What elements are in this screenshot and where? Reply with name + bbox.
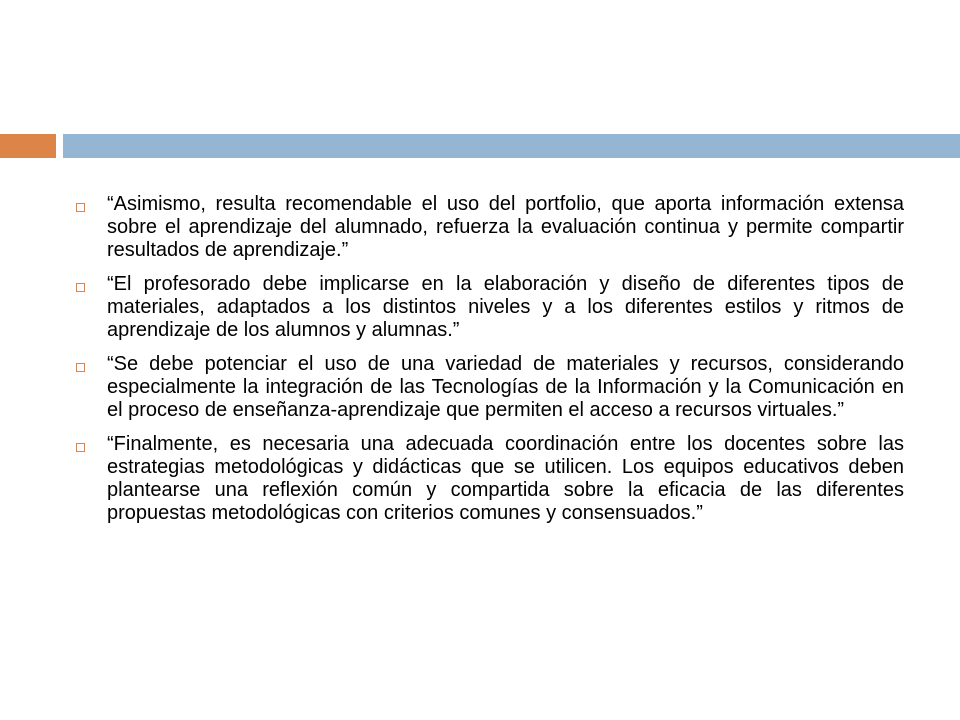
square-bullet-icon (76, 363, 85, 372)
square-bullet-icon (76, 443, 85, 452)
bullet-item (74, 273, 904, 342)
square-bullet-icon (76, 203, 85, 212)
header-accent-bar-orange (0, 134, 56, 158)
bullet-list (74, 193, 904, 536)
bullet-text: “Finalmente, es necesaria una adecuada coordinación entre los docentes sobre las estrategias metodológicas y didácticas que se utilicen. Los equipos educativos deben plantearse una reflexión común y compartida sobre la eficacia de las diferentes propuestas metodológicas con criterios comunes y consensuados.” (107, 433, 904, 524)
bullet-text: “El profesorado debe implicarse en la elaboración y diseño de diferentes tipos de materiales, adaptados a los distintos niveles y a los diferentes estilos y ritmos de aprendizaje de los alumnos y alumnas.” (107, 273, 904, 341)
bullet-item (74, 193, 904, 262)
bullet-text: “Asimismo, resulta recomendable el uso del portfolio, que aporta información extensa sobre el aprendizaje del alumnado, refuerza la evaluación continua y permite compartir resultados de aprendizaje.” (107, 193, 904, 261)
bullet-text: “Se debe potenciar el uso de una variedad de materiales y recursos, considerando especialmente la integración de las Tecnologías de la Información y la Comunicación en el proceso de enseñanza-aprendizaje que permiten el acceso a recursos virtuales.” (107, 353, 904, 421)
square-bullet-icon (76, 283, 85, 292)
bullet-item (74, 433, 904, 525)
header-accent-bar-blue (63, 134, 960, 158)
bullet-item (74, 353, 904, 422)
